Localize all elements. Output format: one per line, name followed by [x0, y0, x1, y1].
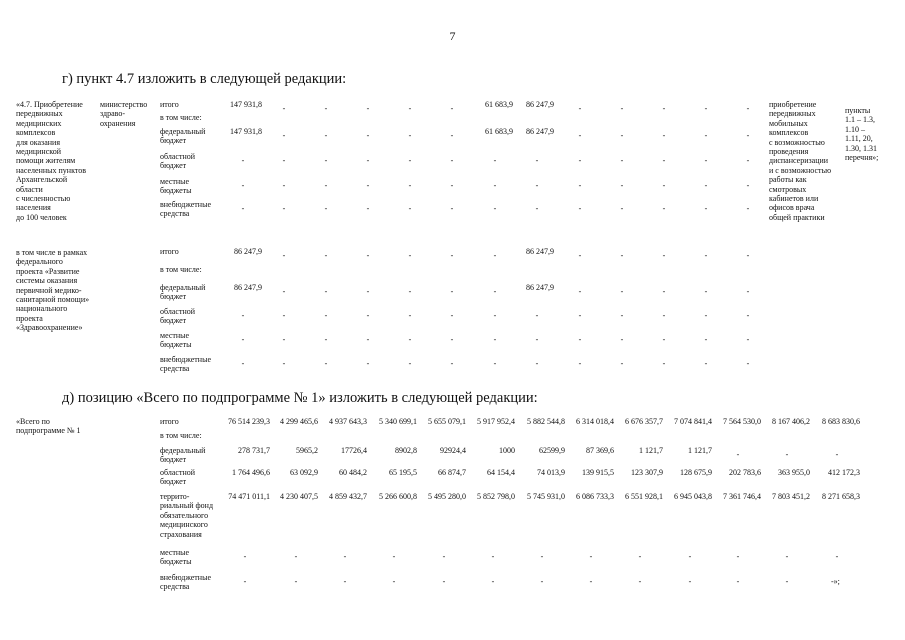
cell-dash: -: [578, 359, 582, 368]
federal-project-name: санитарной помощи»: [16, 295, 90, 304]
cell-dash: -: [324, 311, 328, 320]
cell-dash: -: [282, 204, 286, 213]
cell-dash: -: [704, 104, 708, 113]
cell-dash: -: [578, 156, 582, 165]
indicator-reference: 1.11, 20,: [845, 134, 873, 144]
cell-value: 5 655 079,1: [428, 417, 466, 426]
cell-dash: -: [442, 552, 446, 561]
row-in-that-number-label: в том числе:: [160, 113, 202, 122]
cell-total: 147 931,8: [230, 127, 262, 136]
subprogram-total-name: «Всего по: [16, 417, 50, 426]
indicator-reference: перечня»;: [845, 153, 879, 162]
federal-project-name: проекта «Развитие: [16, 266, 80, 276]
cell-dash: -: [688, 552, 692, 561]
cell-value: 5 917 952,4: [477, 417, 515, 426]
cell-dash: -: [785, 552, 789, 561]
cell-dash: -: [620, 156, 624, 165]
row-extrabudgetary-label: средства: [160, 209, 190, 219]
expected-result: комплексов: [769, 128, 809, 138]
cell-2021: 86 247,9: [526, 127, 554, 136]
cell-dash: -: [282, 251, 286, 260]
cell-value: 5 340 699,1: [379, 417, 417, 426]
cell-value: 4 937 643,3: [329, 417, 367, 426]
expected-result: мобильных: [769, 118, 808, 128]
cell-dash: -: [243, 552, 247, 561]
cell-value: 139 915,5: [582, 468, 614, 477]
cell-dash: -: [408, 287, 412, 296]
cell-dash: -: [578, 131, 582, 140]
cell-value: 1 764 496,6: [232, 468, 270, 477]
expected-result: и с возможностью: [769, 165, 832, 175]
cell-dash: -: [704, 156, 708, 165]
cell-value: 60 484,2: [339, 468, 367, 477]
cell-dash: -: [746, 335, 750, 344]
cell-value: 1 121,7: [688, 446, 712, 455]
row-territorial-oms-fund-label: террито-: [160, 492, 190, 501]
cell-total: 86 247,9: [234, 247, 262, 256]
row-local-budgets-label: бюджеты: [160, 557, 192, 567]
cell-dash: -: [620, 251, 624, 260]
cell-value: 5965,2: [296, 446, 318, 455]
cell-dash: -: [578, 104, 582, 113]
cell-dash: -: [704, 204, 708, 213]
cell-dash: -: [535, 359, 539, 368]
cell-value: 5 495 280,0: [428, 492, 466, 501]
cell-dash: -: [704, 311, 708, 320]
cell-dash: -: [294, 552, 298, 561]
measure-name: «4.7. Приобретение: [16, 100, 83, 109]
cell-dash: -: [366, 104, 370, 113]
cell-dash: -: [662, 181, 666, 190]
measure-name: медицинских: [16, 118, 62, 128]
row-local-budgets-label: бюджеты: [160, 340, 192, 350]
cell-dash: -: [343, 577, 347, 586]
cell-dash: -: [662, 131, 666, 140]
cell-value: 74 013,9: [537, 468, 565, 477]
cell-dash: -: [282, 104, 286, 113]
expected-result: проведения: [769, 147, 809, 156]
cell-value: 123 307,9: [631, 468, 663, 477]
cell-2020: 61 683,9: [485, 127, 513, 136]
measure-name: Архангельской: [16, 175, 68, 185]
federal-project-name: проекта: [16, 313, 43, 323]
cell-value: 17726,4: [341, 446, 367, 455]
cell-value: 87 369,6: [586, 446, 614, 455]
cell-dash: -: [493, 156, 497, 165]
cell-dash: -: [450, 131, 454, 140]
row-itogo-label: итого: [160, 247, 179, 256]
federal-project-name: федерального: [16, 257, 63, 267]
cell-dash: -: [835, 552, 839, 561]
cell-dash: -: [366, 335, 370, 344]
cell-value: 6 314 018,4: [576, 417, 614, 426]
cell-dash: -: [535, 311, 539, 320]
cell-dash: -: [835, 450, 839, 459]
federal-project-name: «Здравоохранение»: [16, 323, 83, 333]
cell-dash: -: [243, 577, 247, 586]
row-local-budgets-label: местные: [160, 331, 190, 340]
row-territorial-oms-fund-label: риальный фонд: [160, 501, 214, 511]
cell-dash: -: [241, 156, 245, 165]
cell-dash: -: [578, 335, 582, 344]
measure-name: до 100 человек: [16, 212, 67, 222]
expected-result: смотровых: [769, 184, 807, 194]
cell-dash: -: [578, 181, 582, 190]
cell-dash: -: [638, 552, 642, 561]
cell-value: 5 266 600,8: [379, 492, 417, 501]
row-in-that-number-label: в том числе:: [160, 431, 202, 440]
cell-value: 74 471 011,1: [228, 492, 270, 501]
cell-value: 64 154,4: [487, 468, 515, 477]
cell-value: 66 874,7: [438, 468, 466, 477]
cell-value: 8 167 406,2: [772, 417, 810, 426]
cell-dash: -: [589, 577, 593, 586]
cell-dash: -: [535, 156, 539, 165]
cell-value: 4 859 432,7: [329, 492, 367, 501]
executor-name: здраво-: [100, 109, 126, 119]
federal-project-name: в том числе в рамках: [16, 248, 88, 257]
measure-name: помощи жителям: [16, 156, 76, 166]
cell-dash: -: [493, 251, 497, 260]
cell-dash: -: [282, 131, 286, 140]
cell-dash: -: [688, 577, 692, 586]
cell-dash: -: [620, 204, 624, 213]
indicator-reference: 1.10 –: [845, 124, 865, 134]
row-federal-budget-label: федеральный: [160, 283, 206, 292]
row-federal-budget-label: бюджет: [160, 292, 187, 302]
cell-value: 5 852 798,0: [477, 492, 515, 501]
federal-project-name: национального: [16, 304, 68, 314]
cell-value: 7 074 841,4: [674, 417, 712, 426]
cell-value: 6 551 928,1: [625, 492, 663, 501]
cell-dash: -: [704, 287, 708, 296]
cell-value: 4 299 465,6: [280, 417, 318, 426]
cell-dash: -: [282, 311, 286, 320]
cell-dash: -: [366, 181, 370, 190]
indicator-reference: 1.1 – 1.3,: [845, 115, 875, 125]
cell-dash: -: [442, 577, 446, 586]
cell-dash: -: [620, 104, 624, 113]
executor-name: охранения: [100, 118, 136, 128]
cell-2021: 86 247,9: [526, 100, 554, 109]
row-local-budgets-label: местные: [160, 177, 190, 186]
cell-dash: -: [493, 311, 497, 320]
cell-dash: -: [282, 335, 286, 344]
expected-result: с возможностью: [769, 137, 825, 147]
cell-dash: -: [746, 287, 750, 296]
row-regional-budget-label: бюджет: [160, 161, 187, 171]
federal-project-name: системы оказания: [16, 276, 78, 286]
row-federal-budget-label: федеральный: [160, 127, 206, 136]
cell-dash: -: [620, 181, 624, 190]
cell-dash: -: [746, 181, 750, 190]
cell-dash: -: [408, 204, 412, 213]
cell-dash: -: [408, 131, 412, 140]
row-regional-budget-label: областной: [160, 307, 196, 316]
cell-dash: -: [241, 311, 245, 320]
cell-2021: 86 247,9: [526, 247, 554, 256]
cell-dash: -: [324, 204, 328, 213]
cell-dash: -: [450, 181, 454, 190]
cell-dash: -: [493, 204, 497, 213]
expected-result: передвижных: [769, 109, 816, 119]
heading-item-d: д) позицию «Всего по подпрограмме № 1» изложить в следующей редакции:: [62, 390, 538, 406]
measure-name: с численностью: [16, 194, 71, 203]
cell-dash: -: [620, 311, 624, 320]
cell-value: 6 676 357,7: [625, 417, 663, 426]
cell-dash: -: [324, 131, 328, 140]
cell-value: 65 195,5: [389, 468, 417, 477]
cell-value: 6 086 733,3: [576, 492, 614, 501]
cell-dash: -: [450, 251, 454, 260]
subprogram-total-name: подпрограмме № 1: [16, 426, 81, 436]
cell-dash: -: [638, 577, 642, 586]
cell-dash: -: [620, 359, 624, 368]
cell-value: 63 092,9: [290, 468, 318, 477]
expected-result: общей практики: [769, 212, 825, 222]
cell-dash: -: [746, 104, 750, 113]
cell-dash: -: [408, 251, 412, 260]
cell-dash: -: [662, 311, 666, 320]
cell-dash: -: [408, 335, 412, 344]
cell-dash: -: [493, 335, 497, 344]
row-itogo-label: итого: [160, 100, 179, 109]
cell-dash: -: [746, 204, 750, 213]
cell-dash: -: [450, 156, 454, 165]
cell-dash: -: [746, 359, 750, 368]
cell-dash: -: [704, 335, 708, 344]
cell-dash: -: [343, 552, 347, 561]
cell-dash: -: [324, 181, 328, 190]
cell-value: 7 361 746,4: [723, 492, 761, 501]
cell-value: 128 675,9: [680, 468, 712, 477]
cell-dash: -: [366, 287, 370, 296]
cell-dash: -: [578, 311, 582, 320]
cell-dash: -: [366, 311, 370, 320]
row-extrabudgetary-label: средства: [160, 364, 190, 374]
cell-dash: -: [282, 181, 286, 190]
cell-dash: -: [540, 577, 544, 586]
cell-dash: -: [294, 577, 298, 586]
expected-result: работы как: [769, 175, 807, 185]
measure-name: населения: [16, 203, 51, 213]
cell-dash: -: [704, 359, 708, 368]
cell-dash: -: [450, 204, 454, 213]
cell-dash: -: [493, 181, 497, 190]
cell-dash: -: [662, 335, 666, 344]
cell-value: 6 945 043,8: [674, 492, 712, 501]
cell-dash: -: [324, 335, 328, 344]
cell-dash: -: [366, 359, 370, 368]
cell-dash: -: [491, 577, 495, 586]
cell-dash: -: [241, 181, 245, 190]
row-extrabudgetary-label: внебюджетные: [160, 573, 211, 582]
cell-dash: -: [450, 104, 454, 113]
heading-item-g: г) пункт 4.7 изложить в следующей редакции:: [62, 71, 347, 87]
cell-dash: -: [662, 251, 666, 260]
cell-dash: -: [493, 287, 497, 296]
measure-name: комплексов: [16, 128, 56, 138]
row-in-that-number-label: в том числе:: [160, 265, 202, 274]
cell-dash: -: [450, 335, 454, 344]
row-federal-budget-label: бюджет: [160, 455, 187, 465]
cell-dash: -: [578, 251, 582, 260]
cell-dash: -: [662, 204, 666, 213]
cell-2021: 86 247,9: [526, 283, 554, 292]
cell-value: 8 271 658,3: [822, 492, 860, 501]
cell-dash: -: [704, 131, 708, 140]
cell-dash: -: [324, 359, 328, 368]
cell-dash: -: [704, 181, 708, 190]
cell-dash: -: [366, 204, 370, 213]
cell-total: 147 931,8: [230, 100, 262, 109]
measure-name: для оказания: [16, 137, 61, 147]
cell-dash: -: [620, 335, 624, 344]
indicator-reference: 1.30, 1.31: [845, 143, 877, 153]
cell-dash: -: [392, 552, 396, 561]
row-territorial-oms-fund-label: обязательного: [160, 510, 209, 520]
expected-result: приобретение: [769, 100, 817, 109]
cell-value: 412 172,3: [828, 468, 860, 477]
cell-2020: 61 683,9: [485, 100, 513, 109]
indicator-reference: пункты: [845, 106, 871, 115]
page-number: 7: [449, 29, 456, 43]
cell-dash: -: [282, 156, 286, 165]
cell-dash: -: [662, 287, 666, 296]
cell-dash: -: [450, 359, 454, 368]
expected-result: диспансеризации: [769, 156, 829, 166]
row-regional-budget-label: областной: [160, 468, 196, 477]
row-federal-budget-label: федеральный: [160, 446, 206, 455]
cell-dash: -: [620, 287, 624, 296]
cell-dash: -: [408, 311, 412, 320]
cell-dash: -: [408, 181, 412, 190]
row-extrabudgetary-label: внебюджетные: [160, 355, 211, 364]
cell-dash: -: [491, 552, 495, 561]
cell-dash: -: [392, 577, 396, 586]
cell-value: 5 882 544,8: [527, 417, 565, 426]
cell-value: 5 745 931,0: [527, 492, 565, 501]
cell-dash: -: [241, 335, 245, 344]
cell-dash: -: [324, 287, 328, 296]
row-extrabudgetary-label: средства: [160, 582, 190, 592]
cell-value: 7 564 530,0: [723, 417, 761, 426]
row-territorial-oms-fund-label: медицинского: [160, 520, 208, 530]
cell-dash: -: [366, 131, 370, 140]
cell-dash: -: [589, 552, 593, 561]
cell-dash: -: [324, 104, 328, 113]
cell-dash: -: [736, 577, 740, 586]
cell-dash: -: [785, 450, 789, 459]
cell-dash: -: [324, 251, 328, 260]
cell-dash: -: [540, 552, 544, 561]
cell-total: 86 247,9: [234, 283, 262, 292]
cell-dash: -: [736, 450, 740, 459]
row-itogo-label: итого: [160, 417, 179, 426]
expected-result: офисов врача: [769, 203, 815, 213]
cell-dash: -: [366, 251, 370, 260]
cell-dash: -: [746, 311, 750, 320]
executor-name: министерство: [100, 100, 148, 109]
cell-dash: -: [408, 104, 412, 113]
cell-dash: -: [450, 287, 454, 296]
cell-dash: -: [282, 287, 286, 296]
measure-name: передвижных: [16, 109, 63, 119]
row-extrabudgetary-label: внебюджетные: [160, 200, 211, 209]
cell-dash: -: [408, 156, 412, 165]
measure-name: области: [16, 184, 43, 194]
cell-dash: -: [662, 104, 666, 113]
cell-dash: -: [493, 359, 497, 368]
cell-dash: -: [241, 359, 245, 368]
row-regional-budget-label: областной: [160, 152, 196, 161]
cell-value: 8 683 830,6: [822, 417, 860, 426]
cell-dash: -: [578, 287, 582, 296]
measure-name: населенных пунктов: [16, 165, 87, 175]
cell-dash: -: [746, 131, 750, 140]
cell-value: 4 230 407,5: [280, 492, 318, 501]
measure-name: медицинской: [16, 147, 62, 156]
cell-end-mark: -»;: [831, 577, 840, 586]
cell-dash: -: [535, 204, 539, 213]
row-local-budgets-label: бюджеты: [160, 186, 192, 196]
cell-value: 202 783,6: [729, 468, 761, 477]
cell-dash: -: [282, 359, 286, 368]
cell-dash: -: [324, 156, 328, 165]
cell-dash: -: [746, 251, 750, 260]
cell-dash: -: [408, 359, 412, 368]
cell-value: 62599,9: [539, 446, 565, 455]
row-regional-budget-label: бюджет: [160, 477, 187, 487]
cell-dash: -: [785, 577, 789, 586]
row-federal-budget-label: бюджет: [160, 136, 187, 146]
cell-value: 92924,4: [440, 446, 466, 455]
cell-value: 76 514 239,3: [228, 417, 270, 426]
cell-value: 7 803 451,2: [772, 492, 810, 501]
cell-dash: -: [450, 311, 454, 320]
cell-dash: -: [366, 156, 370, 165]
cell-value: 278 731,7: [238, 446, 270, 455]
cell-dash: -: [736, 552, 740, 561]
cell-dash: -: [704, 251, 708, 260]
federal-project-name: первичной медико-: [16, 285, 82, 295]
cell-value: 1 121,7: [639, 446, 663, 455]
cell-dash: -: [620, 131, 624, 140]
cell-dash: -: [241, 204, 245, 213]
cell-dash: -: [662, 359, 666, 368]
cell-value: 8902,8: [395, 446, 417, 455]
cell-value: 363 955,0: [778, 468, 810, 477]
cell-dash: -: [535, 335, 539, 344]
row-regional-budget-label: бюджет: [160, 316, 187, 326]
expected-result: кабинетов или: [769, 194, 819, 203]
row-territorial-oms-fund-label: страхования: [160, 529, 202, 539]
cell-dash: -: [662, 156, 666, 165]
cell-dash: -: [578, 204, 582, 213]
row-local-budgets-label: местные: [160, 548, 190, 557]
cell-dash: -: [746, 156, 750, 165]
cell-dash: -: [535, 181, 539, 190]
cell-value: 1000: [499, 446, 515, 455]
